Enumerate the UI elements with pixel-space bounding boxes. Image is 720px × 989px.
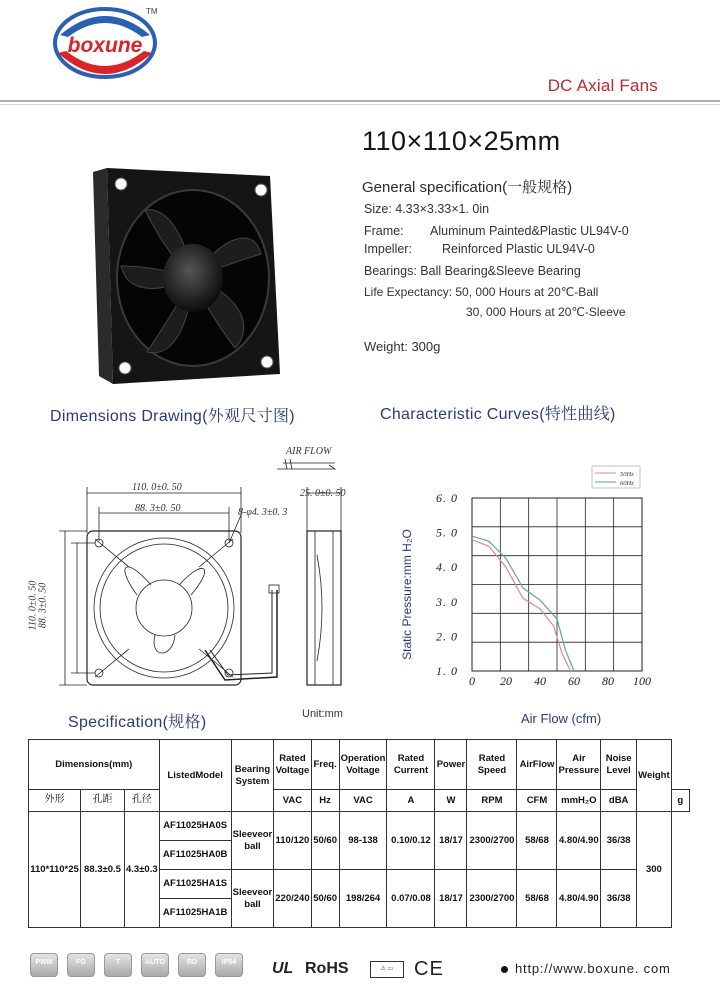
mount-hole-bl [119,362,131,374]
th-hole-pitch: 孔距 [81,790,125,812]
spec-frame-label: Frame: [364,224,404,238]
unit-vac: VAC [274,790,311,812]
th-freq: Freq. [311,740,339,790]
hole-bl [95,669,103,677]
trademark: TM [146,7,158,16]
auto-restart-icon: AUTO [141,953,169,977]
cell-operation-voltage: 198/264 [339,870,387,928]
document-type: DC Axial Fans [547,76,658,95]
cell-rated-current: 0.07/0.08 [387,870,435,928]
cell-rated-voltage: 220/240 [274,870,311,928]
y-axis-title: Static Pressure:mm H₂O [400,529,414,660]
pwm-icon: PWM [30,953,58,977]
header-divider-thin [0,104,720,105]
boxune-logo [50,5,160,85]
spec-section-title: Specification(规格) [68,714,207,731]
cell-model: AF11025HA1B [159,899,231,928]
mount-hole-br [261,356,273,368]
x-tick-label: 20 [500,674,512,688]
depth-label: 25. 0±0. 50 [300,488,346,499]
unit-rpm: RPM [467,790,517,812]
th-rated-current: Rated Current [387,740,435,790]
th-power: Power [435,740,467,790]
front-view-hub [136,580,192,636]
th-hole-dia: 孔径 [125,790,160,812]
cell-model: AF11025HA0S [159,812,231,841]
hole-dia-label: 8-φ4. 3±0. 3 [238,507,288,518]
cell-rated-current: 0.10/0.12 [387,812,435,870]
height-outer-label: 110. 0±0. 50 [27,580,39,631]
cell-power: 18/17 [435,870,467,928]
x-tick-label: 80 [602,674,614,688]
cell-airflow: 58/68 [517,812,557,870]
bullet-icon [501,966,508,973]
legend-label: 50Hz [620,471,634,478]
cell-dim-hole: 4.3±0.3 [125,812,160,928]
y-tick-label: 3. 0 [436,594,458,609]
mount-hole-tr [255,184,267,196]
th-outline: 外形 [29,790,81,812]
cell-bearing: Sleeveor ball [231,812,274,870]
cell-airflow: 58/68 [517,870,557,928]
thermal-icon: T [104,953,132,977]
cell-power: 18/17 [435,812,467,870]
cell-air-pressure: 4.80/4.90 [557,812,601,870]
website-link[interactable]: http://www.boxune. com [515,961,671,976]
ce-mark: CE [414,958,444,980]
cell-rated-speed: 2300/2700 [467,812,517,870]
curves-section-title: Characteristic Curves(特性曲线) [380,406,616,423]
x-tick-label: 0 [469,674,475,688]
air-flow-tick [285,459,287,469]
cell-freq: 50/60 [311,870,339,928]
width-hole-label: 88. 3±0. 50 [135,503,181,514]
spec-size: Size: 4.33×3.33×1. 0in [364,202,490,216]
spec-frame-value: Aluminum Painted&Plastic UL94V-0 [430,224,629,238]
unit-label: Unit:mm [302,708,343,720]
mount-hole-tl [115,178,127,190]
cell-dim-pitch: 88.3±0.5 [81,812,125,928]
spec-life-sleeve: 30, 000 Hours at 20℃-Sleeve [466,305,626,319]
cell-noise: 36/38 [601,812,637,870]
cell-noise: 36/38 [601,870,637,928]
th-dimensions: Dimensions(mm) [29,740,160,790]
cell-rated-voltage: 110/120 [274,812,311,870]
y-tick-label: 6. 0 [436,491,458,505]
unit-hz: Hz [311,790,339,812]
y-tick-label: 2. 0 [436,629,458,644]
cell-dim-outline: 110*110*25 [29,812,81,928]
ul-mark: UL [272,960,294,977]
characteristic-chart [380,460,680,705]
spec-bearings: Bearings: Ball Bearing&Sleeve Bearing [364,264,581,278]
air-flow-arrow [277,465,335,469]
th-noise-level: Noise Level [601,740,637,790]
series-line-50hz [472,540,571,672]
fan-hub [163,244,223,312]
x-axis-title: Air Flow (cfm) [521,711,602,726]
ip54-icon: IP54 [215,953,243,977]
cell-model: AF11025HA0B [159,841,231,870]
general-spec-heading: General specification(一般规格) [362,179,573,196]
cell-operation-voltage: 98-138 [339,812,387,870]
fg-icon: FG [67,953,95,977]
height-hole-label: 88. 3±0. 50 [37,582,49,629]
header-divider [0,100,720,102]
unit-mmh2o: mmH₂O [557,790,601,812]
x-tick-label: 40 [534,674,546,688]
spec-weight: Weight: 300g [364,339,441,354]
product-size-title: 110×110×25mm [362,126,561,156]
rohs-mark: RoHS [305,960,349,977]
width-outer-label: 110. 0±0. 50 [132,482,182,493]
th-weight: Weight [637,740,672,812]
fan-photo [85,162,285,392]
warning-mark-icon: ⚠ ▭ [370,961,404,978]
hole-leader [229,515,241,543]
front-view-frame [87,531,241,685]
cell-rated-speed: 2300/2700 [467,870,517,928]
cell-air-pressure: 4.80/4.90 [557,870,601,928]
unit-vac-op: VAC [339,790,387,812]
unit-dba: dBA [601,790,637,812]
unit-cfm: CFM [517,790,557,812]
specification-table [28,739,690,928]
th-airflow: AirFlow [517,740,557,790]
spec-impeller-value: Reinforced Plastic UL94V-0 [442,242,595,256]
air-flow-label: AIR FLOW [286,446,332,457]
spec-impeller-label: Impeller: [364,242,412,256]
th-bearing-system: Bearing System [231,740,274,812]
th-listed-model: ListedModel [159,740,231,812]
side-view-frame [307,531,341,685]
x-tick-label: 100 [633,674,651,688]
y-tick-label: 4. 0 [436,560,458,575]
cell-bearing: Sleeveor ball [231,870,274,928]
y-tick-label: 1. 0 [436,664,458,678]
th-air-pressure: Air Pressure [557,740,601,790]
dimensions-section-title: Dimensions Drawing(外观尺寸图) [50,408,295,425]
legend-label: 60Hz [620,480,634,487]
th-operation-voltage: Operation Voltage [339,740,387,790]
dimensions-drawing [55,445,355,705]
cell-weight: 300 [637,812,672,928]
unit-a: A [387,790,435,812]
y-tick-label: 5. 0 [436,525,458,540]
th-rated-voltage: Rated Voltage [274,740,311,790]
front-view-bore [94,538,234,678]
unit-w: W [435,790,467,812]
cell-freq: 50/60 [311,812,339,870]
x-tick-label: 60 [568,674,580,688]
logo-text: boxune [67,34,143,57]
cell-model: AF11025HA1S [159,870,231,899]
th-rated-speed: Rated Speed [467,740,517,790]
unit-g: g [671,790,689,812]
spec-life-ball: Life Expectancy: 50, 000 Hours at 20℃-Ball [364,285,599,299]
series-line-60hz [472,536,574,671]
rd-icon: RD [178,953,206,977]
